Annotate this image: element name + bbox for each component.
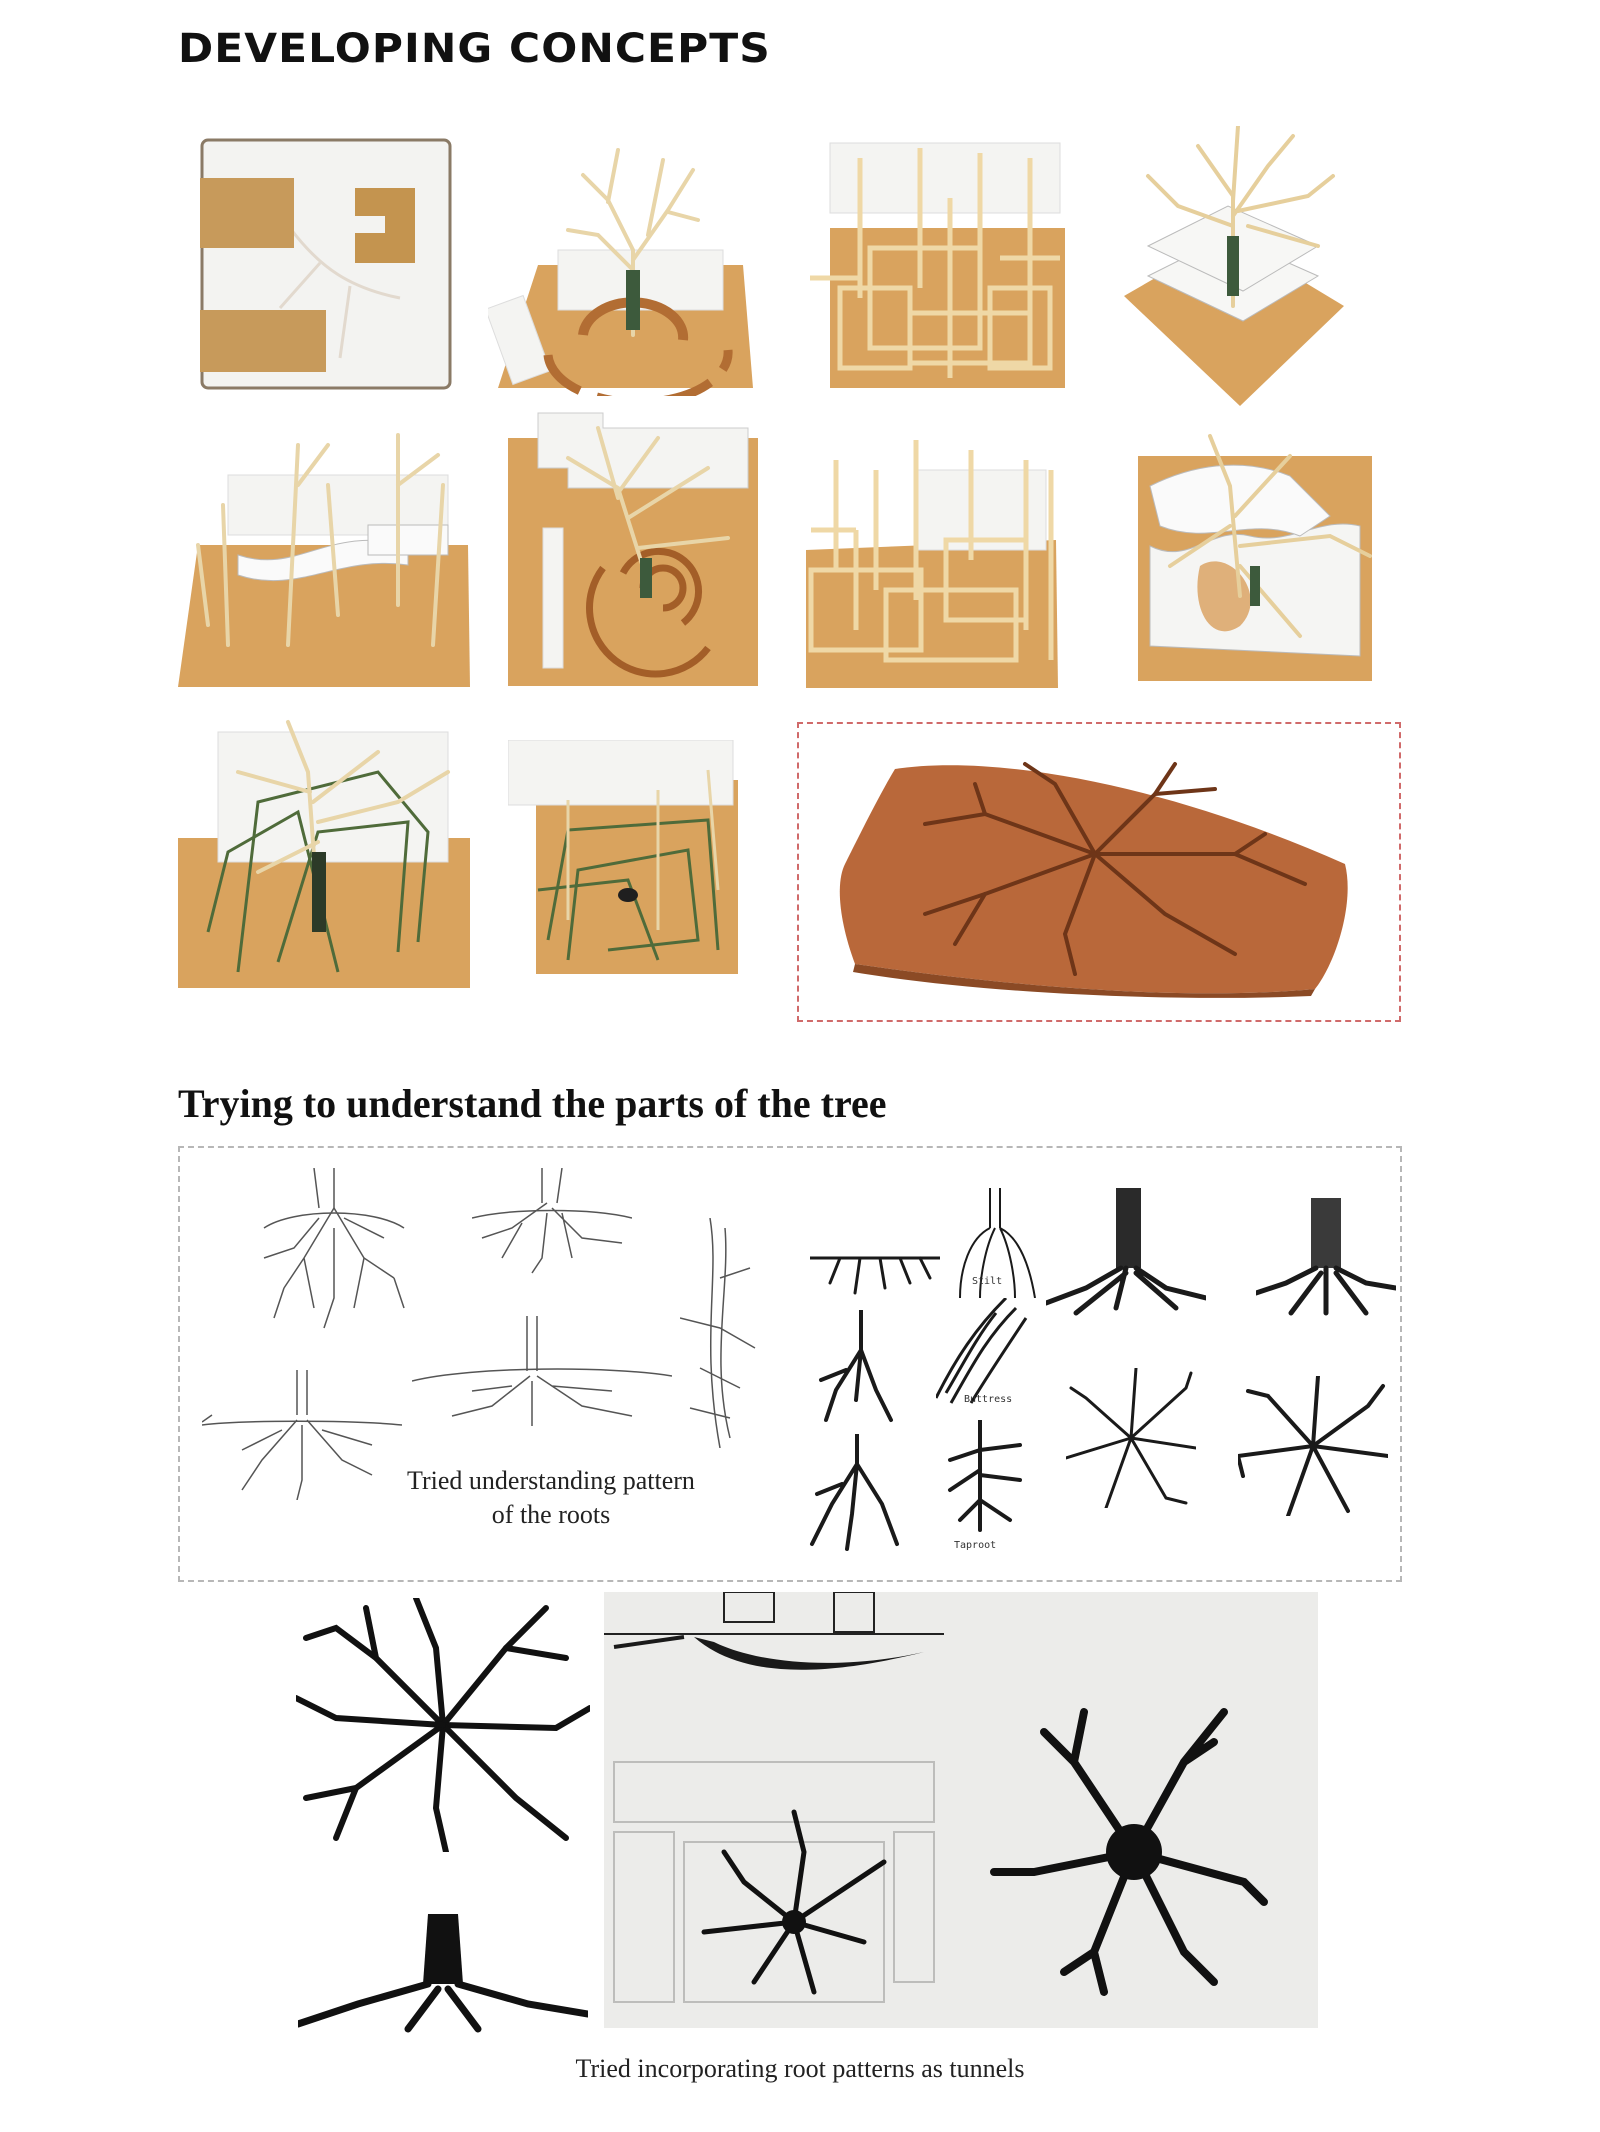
caption-line-1: Tried understanding pattern bbox=[407, 1466, 695, 1495]
model-photo-organic-layers bbox=[1130, 426, 1372, 688]
label-taproot: Taproot bbox=[954, 1540, 997, 1551]
model-photo-stick-frames-2 bbox=[796, 430, 1066, 688]
root-sketch-ink-buttress bbox=[936, 1298, 1036, 1408]
root-sketch-ink-2 bbox=[816, 1310, 906, 1430]
model-photo-clay-roots bbox=[835, 744, 1355, 1002]
caption-line-2: of the roots bbox=[491, 1500, 611, 1529]
model-photo-tree-rings bbox=[488, 140, 758, 396]
model-photo-tree-platforms bbox=[1118, 126, 1348, 414]
root-sketch-ink-trunk-1 bbox=[1046, 1188, 1206, 1318]
root-sketch-ink-trunk-2 bbox=[1256, 1198, 1396, 1328]
ink-root-plan-large bbox=[296, 1598, 590, 1852]
ink-root-trunk-large bbox=[298, 1914, 588, 2034]
root-sketch-ink-taproot bbox=[940, 1420, 1030, 1540]
caption-root-pattern bbox=[392, 1464, 710, 1532]
label-stilt: Stilt bbox=[972, 1276, 1003, 1287]
model-photo-curved-panels bbox=[178, 425, 470, 687]
root-sketch-pencil-side bbox=[680, 1218, 760, 1448]
root-sketch-pencil-1 bbox=[244, 1168, 424, 1338]
root-sketch-pencil-2 bbox=[472, 1168, 632, 1278]
sketch-photo-root-tunnels bbox=[604, 1592, 1318, 2028]
root-sketch-ink-3 bbox=[802, 1434, 902, 1554]
root-sketches-panel bbox=[178, 1146, 1402, 1582]
model-photo-spiral-plan bbox=[508, 408, 758, 686]
section-title: Trying to understand the parts of the tree bbox=[178, 1081, 887, 1126]
label-buttress: Buttress bbox=[964, 1394, 1013, 1405]
root-sketch-ink-plan-1 bbox=[1066, 1368, 1196, 1508]
root-sketch-pencil-4 bbox=[412, 1316, 672, 1436]
root-sketch-ink-surface bbox=[810, 1238, 940, 1298]
root-sketch-ink-plan-2 bbox=[1238, 1376, 1388, 1516]
model-photo-wire-frame bbox=[508, 740, 738, 974]
model-photo-stick-frames bbox=[800, 138, 1072, 400]
root-sketch-pencil-3 bbox=[202, 1370, 402, 1500]
caption-root-tunnels: Tried incorporating root patterns as tunnels bbox=[575, 2054, 1025, 2083]
page-title: DEVELOPING CONCEPTS bbox=[178, 26, 771, 72]
highlight-frame-clay-model bbox=[797, 722, 1401, 1022]
model-photo-wire-tree bbox=[178, 712, 470, 988]
model-photo-block-massing bbox=[200, 138, 452, 390]
